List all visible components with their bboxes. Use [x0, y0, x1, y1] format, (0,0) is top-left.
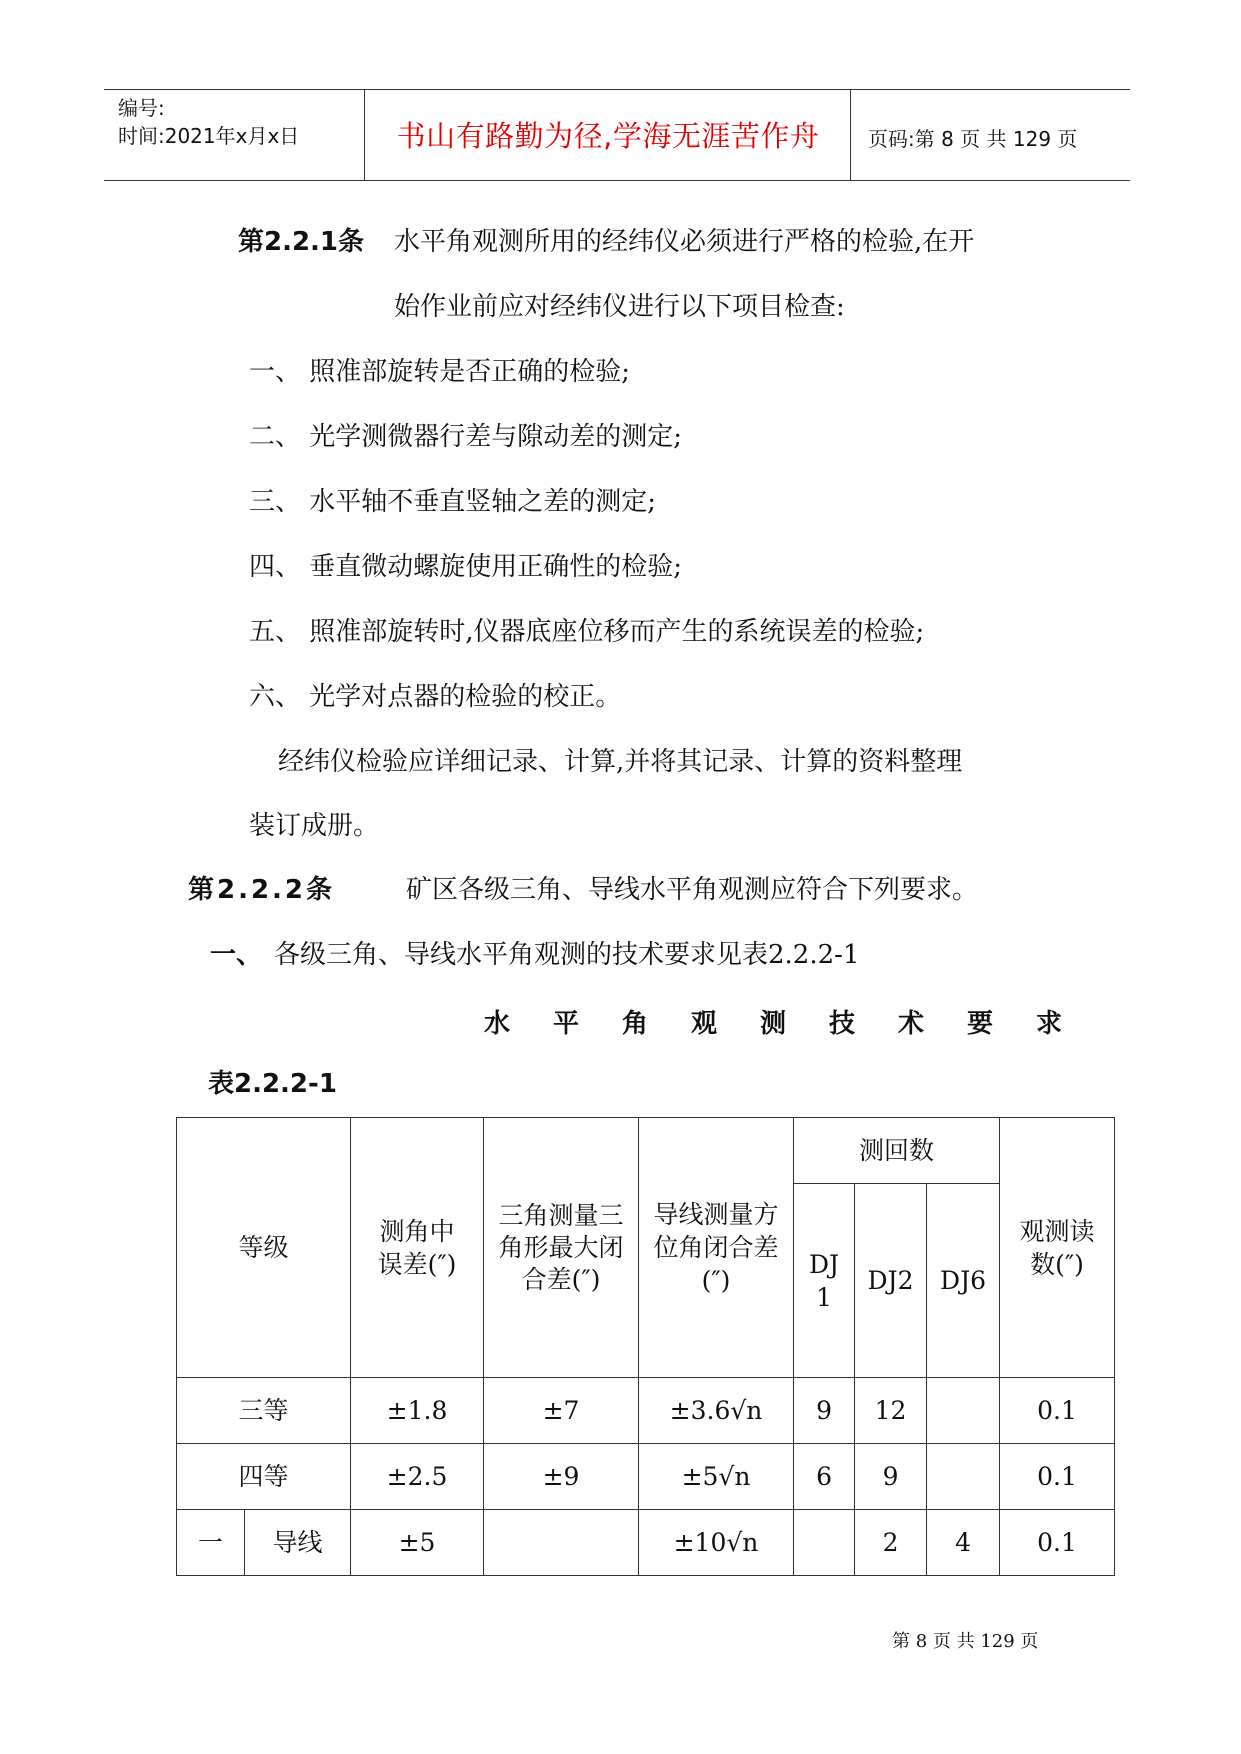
article-222-text: 矿区各级三角、导线水平角观测应符合下列要求。 [406, 875, 979, 905]
header-grade: 等级 [177, 1118, 351, 1378]
check-item: 二、 光学测微器行差与隙动差的测定; [249, 422, 683, 452]
header-triangle [484, 1118, 639, 1378]
cell-dj2: 2 [855, 1510, 927, 1576]
header-dj1-text: DJ1 [808, 1249, 840, 1312]
header-dj2: DJ2 [855, 1184, 927, 1378]
cell-traverse: ±5√n [639, 1444, 794, 1510]
cell-dj1: 6 [794, 1444, 855, 1510]
header-divider [850, 90, 851, 180]
table-title: 水平角观测技术要求 [484, 1009, 1106, 1039]
check-item: 一、 照准部旋转是否正确的检验; [249, 357, 631, 387]
cell-reading: 0.1 [1000, 1444, 1115, 1510]
header-triangle-text: 三角测量三角形最大闭合差(″) [498, 1200, 624, 1294]
cell-reading: 0.1 [1000, 1510, 1115, 1576]
cell-angle-error: ±2.5 [351, 1444, 484, 1510]
spec-table [176, 1117, 1115, 1576]
article-221-label: 第2.2.1条 [238, 227, 365, 257]
cell-dj1: 9 [794, 1378, 855, 1444]
table-row [177, 1378, 1115, 1444]
page-footer: 第 8 页 共 129 页 [892, 1631, 1039, 1652]
article-222-item1-text: 各级三角、导线水平角观测的技术要求见表2.2.2-1 [274, 940, 860, 970]
header-reading [1000, 1118, 1115, 1378]
header-page-number: 页码:第 8 页 共 129 页 [868, 127, 1078, 151]
table-label: 表2.2.2-1 [208, 1069, 337, 1099]
cell-triangle [484, 1510, 639, 1576]
cell-triangle: ±7 [484, 1378, 639, 1444]
cell-angle-error: ±5 [351, 1510, 484, 1576]
check-item: 五、 照准部旋转时,仪器底座位移而产生的系统误差的检验; [249, 617, 925, 647]
cell-grade-type: 导线 [245, 1510, 351, 1576]
header-motto: 书山有路勤为径,学海无涯苦作舟 [396, 119, 820, 153]
article-222-label: 第2.2.2条 [188, 875, 336, 905]
article-221-note-line2: 装订成册。 [249, 811, 380, 841]
cell-angle-error: ±1.8 [351, 1378, 484, 1444]
header-dj6: DJ6 [927, 1184, 1000, 1378]
article-221-line2: 始作业前应对经纬仪进行以下项目检查: [394, 292, 845, 322]
header-angle-error-text: 测角中误差(″) [377, 1216, 457, 1279]
cell-dj1 [794, 1510, 855, 1576]
serial-label: 编号: [118, 96, 165, 120]
cell-dj6 [927, 1378, 1000, 1444]
cell-dj6: 4 [927, 1510, 1000, 1576]
cell-traverse: ±10√n [639, 1510, 794, 1576]
header-traverse-text: 导线测量方位角闭合差(″) [653, 1200, 779, 1295]
header-reading-text: 观测读数(″) [1019, 1216, 1095, 1279]
header-angle-error [351, 1118, 484, 1378]
check-item: 三、 水平轴不垂直竖轴之差的测定; [249, 487, 657, 517]
header-traverse [639, 1118, 794, 1378]
article-221-line1: 水平角观测所用的经纬仪必须进行严格的检验,在开 [394, 227, 975, 257]
cell-grade: 四等 [177, 1444, 351, 1510]
cell-reading: 0.1 [1000, 1378, 1115, 1444]
check-item: 四、 垂直微动螺旋使用正确性的检验; [249, 552, 683, 582]
cell-dj2: 12 [855, 1378, 927, 1444]
cell-traverse: ±3.6√n [639, 1378, 794, 1444]
cell-triangle: ±9 [484, 1444, 639, 1510]
cell-grade: 三等 [177, 1378, 351, 1444]
cell-dj6 [927, 1444, 1000, 1510]
cell-dj2: 9 [855, 1444, 927, 1510]
article-222-item1-number: 一、 [210, 940, 263, 970]
cell-grade-level: 一 [177, 1510, 245, 1576]
article-221-note-line1: 经纬仪检验应详细记录、计算,并将其记录、计算的资料整理 [278, 747, 963, 777]
header-dj1 [794, 1184, 855, 1378]
check-item: 六、 光学对点器的检验的校正。 [249, 682, 622, 712]
table-row [177, 1444, 1115, 1510]
page-header [104, 89, 1130, 181]
header-rounds: 测回数 [794, 1118, 1000, 1184]
header-divider [364, 90, 365, 180]
time-label: 时间:2021年x月x日 [118, 124, 300, 148]
table-row [177, 1510, 1115, 1576]
header-left [118, 94, 368, 150]
